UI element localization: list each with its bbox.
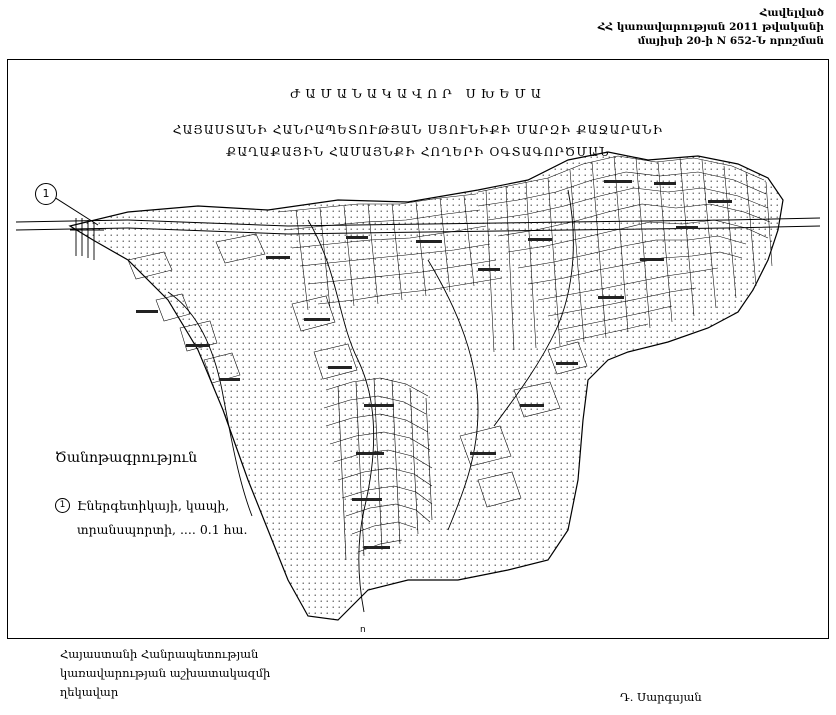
footer: [0, 645, 836, 715]
legend-item-marker-icon: 1: [55, 498, 70, 513]
map-frame: [7, 59, 829, 639]
map-title-main: ԺԱՄԱՆԱԿԱՎՈՐ ՍԽԵՄԱ: [290, 86, 546, 101]
signatory-role: [60, 645, 270, 702]
legend-item-label: Էներգետիկայի, կապի, տրանսպորտի, .... 0.1 հա.: [77, 498, 248, 537]
signatory-role-line-2: կառավարության աշխատակազմի: [60, 666, 271, 680]
map-title-subline-1: ՀԱՅԱՍՏԱՆԻ ՀԱՆՐԱՊԵՏՈՒԹՅԱՆ ՍՅՈՒՆԻՔԻ ՄԱՐԶԻ ՔԱՋԱՐԱՆԻ: [172, 123, 664, 137]
legend-item: [55, 494, 335, 542]
document-header: [598, 6, 824, 48]
map-artwork: [8, 60, 828, 638]
document-header-line-1: Հավելված: [759, 7, 824, 19]
signatory-name: Դ. Սարգսյան: [620, 690, 702, 704]
svg-text:ո: ո: [360, 625, 366, 635]
legend-title: Ծանոթագրություն: [55, 450, 198, 466]
legend: [55, 450, 335, 542]
signatory-role-line-1: Հայաստանի Հանրապետության: [60, 647, 259, 661]
signatory-role-line-3: ղեկավար: [60, 685, 119, 699]
map-callout-leader-line: [54, 197, 100, 227]
document-header-line-3: մայիսի 20-ի N 652-Ն որոշման: [637, 35, 824, 47]
map-callout-marker-1: 1: [35, 183, 57, 205]
map-title-subline-2: ՔԱՂԱՔԱՅԻՆ ՀԱՄԱՅՆՔԻ ՀՈՂԵՐԻ ՕԳՏԱԳՈՐԾՄԱՆ: [226, 145, 610, 159]
document-header-line-2: ՀՀ կառավարության 2011 թվականի: [597, 21, 824, 33]
